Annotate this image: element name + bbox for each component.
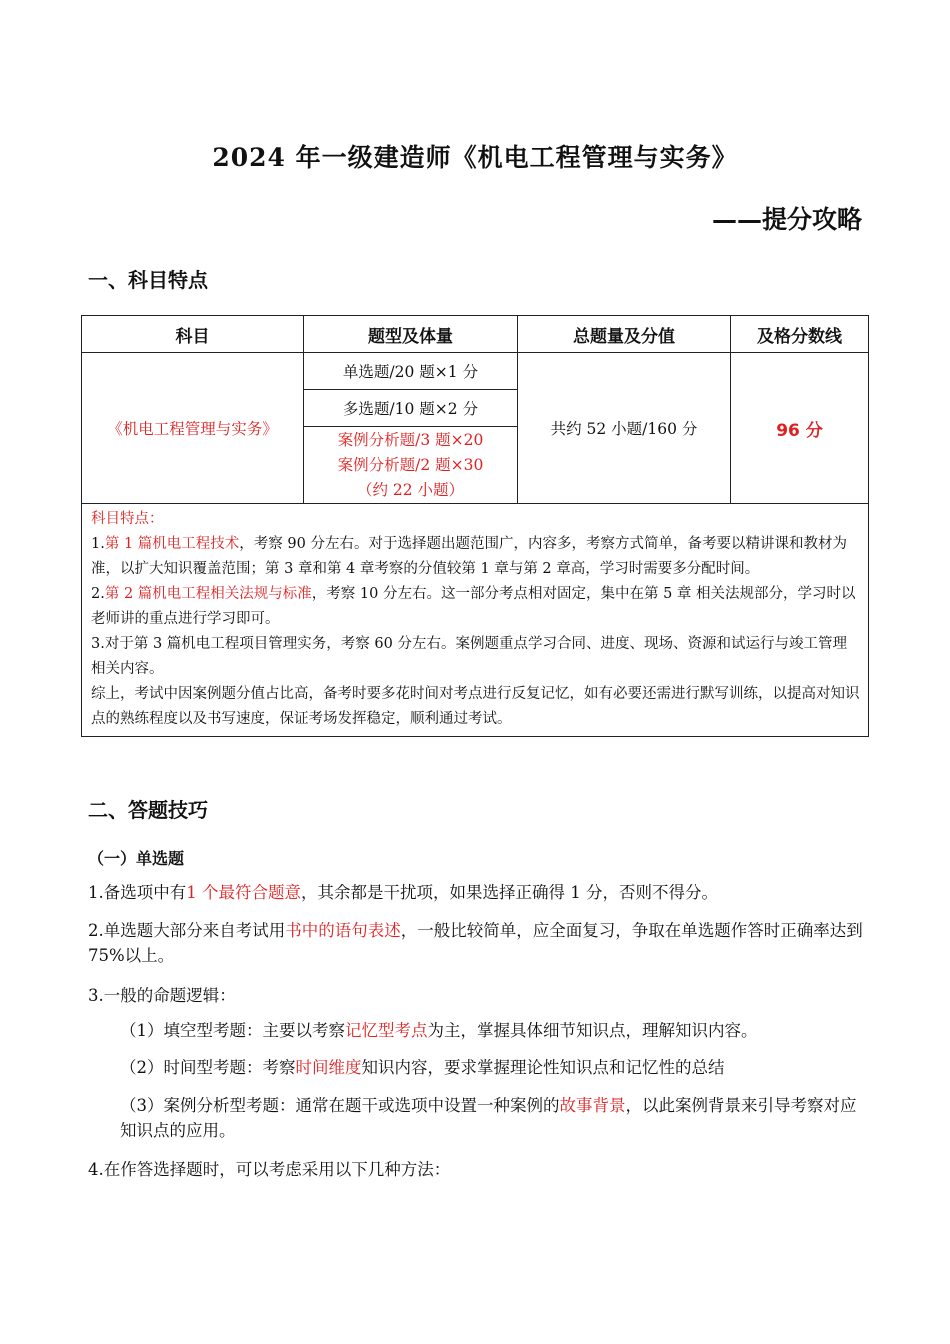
total-score: 共约 52 小题/160 分 xyxy=(518,353,731,504)
case-line-3: （约 22 小题） xyxy=(356,480,465,499)
subject-name: 《机电工程管理与实务》 xyxy=(82,353,304,504)
table-header-row xyxy=(82,316,869,353)
header-pass-line: 及格分数线 xyxy=(731,316,869,353)
subject-table xyxy=(81,315,869,737)
paragraph-4: 4.在作答选择题时，可以考虑采用以下几种方法： xyxy=(88,1160,451,1179)
type-case-analysis xyxy=(304,427,518,504)
paragraph-3: 3.一般的命题逻辑： xyxy=(88,986,236,1005)
note-3: 3.对于第 3 篇机电工程项目管理实务，考察 60 分左右。案例题重点学习合同、进度、现场、资源和试运行与竣工管理相关内容。 xyxy=(91,636,847,677)
pass-score: 96 分 xyxy=(731,353,869,504)
notes-summary: 综上，考试中因案例题分值占比高，备考时要多花时间对考点进行反复记忆，如有必要还需进行默写训练，以提高对知识点的熟练程度以及书写速度，保证考场发挥稳定，顺利通过考试。 xyxy=(91,686,860,727)
note-2: 2.第 2 篇机电工程相关法规与标准，考察 10 分左右。这一部分考点相对固定，集中在第 5 章 相关法规部分，学习时以老师讲的重点进行学习即可。 xyxy=(91,586,856,627)
type-single-choice: 单选题/20 题×1 分 xyxy=(304,353,518,390)
case-line-1: 案例分析题/3 题×20 xyxy=(337,430,484,449)
page-subtitle: ——提分攻略 xyxy=(711,205,862,234)
notes-label: 科目特点： xyxy=(91,511,164,527)
paragraph-3-1: （1）填空型考题：主要以考察记忆型考点为主，掌握具体细节知识点，理解知识内容。 xyxy=(120,1021,758,1040)
header-question-types: 题型及体量 xyxy=(304,316,518,353)
paragraph-2: 2.单选题大部分来自考试用书中的语句表述，一般比较简单，应全面复习，争取在单选题作答时正确率达到 75%以上。 xyxy=(88,921,863,965)
header-subject: 科目 xyxy=(82,316,304,353)
subsection-single-choice: （一）单选题 xyxy=(88,849,185,868)
header-total: 总题量及分值 xyxy=(518,316,731,353)
note-1: 1.第 1 篇机电工程技术，考察 90 分左右。对于选择题出题范围广，内容多，考察方式简单，备考要以精讲课和教材为准，以扩大知识覆盖范围；第 3 章和第 4 章考察的分值较第 1 章与第 2 章高，学习时需要多分配时间。 xyxy=(91,536,847,577)
paragraph-3-2: （2）时间型考题：考察时间维度知识内容，要求掌握理论性知识点和记忆性的总结 xyxy=(120,1058,725,1077)
section-heading-tips: 二、答题技巧 xyxy=(88,798,208,822)
case-line-2: 案例分析题/2 题×30 xyxy=(337,455,484,474)
page-title: 2024 年一级建造师《机电工程管理与实务》 xyxy=(212,143,738,172)
subject-notes xyxy=(82,504,869,737)
paragraph-3-3: （3）案例分析型考题：通常在题干或选项中设置一种案例的故事背景，以此案例背景来引导考察对应知识点的应用。 xyxy=(120,1096,857,1140)
section-heading-features: 一、科目特点 xyxy=(88,268,208,292)
paragraph-1: 1.备选项中有1 个最符合题意，其余都是干扰项，如果选择正确得 1 分，否则不得分。 xyxy=(88,883,718,902)
type-multiple-choice: 多选题/10 题×2 分 xyxy=(304,390,518,427)
